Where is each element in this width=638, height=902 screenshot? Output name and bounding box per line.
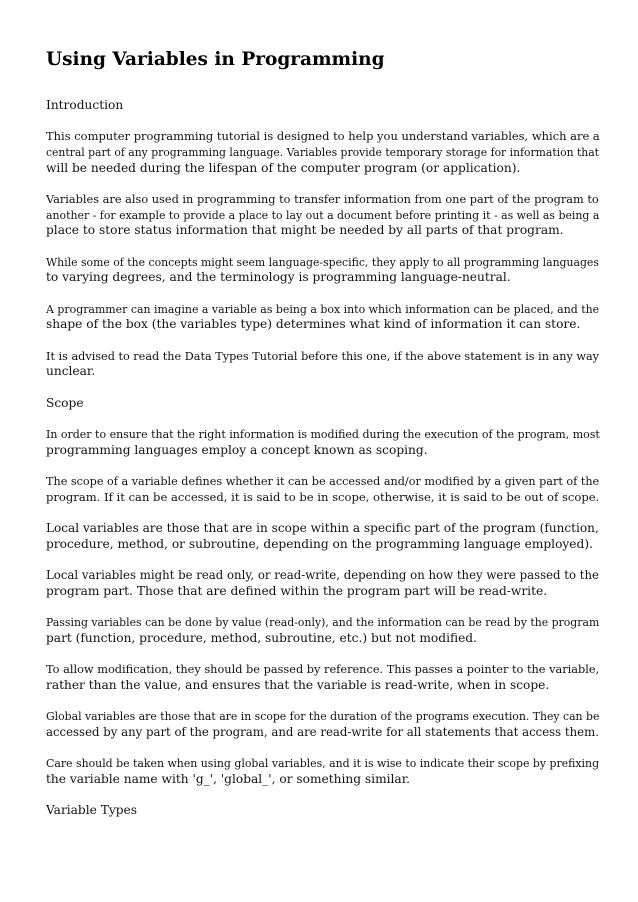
section-heading: Scope [46,395,84,410]
paragraph-line: program. If it can be accessed, it is said to be in scope, otherwise, it is said to be out of scope. [46,489,600,504]
paragraph [46,756,602,787]
paragraph [46,349,602,380]
paragraph-line: Local variables are those that are in scope within a specific part of the program (function, [46,521,599,535]
paragraph-line: will be needed during the lifespan of the computer program (or application). [46,160,521,175]
paragraph-line: shape of the box (the variables type) determines what kind of information it can store. [46,317,581,332]
paragraph-line: Care should be taken when using global variables, and it is wise to indicate their scope by prefixing [46,757,600,770]
paragraph-line: In order to ensure that the right information is modified during the execution of the program, most [46,428,600,441]
paragraph [46,302,602,333]
paragraph-line: rather than the value, and ensures that the variable is read-write, when in scope. [46,677,550,692]
paragraph-line: procedure, method, or subroutine, depending on the programming language employed). [46,536,593,551]
paragraph [46,129,602,176]
paragraph-line: part (function, procedure, method, subroutine, etc.) but not modified. [46,630,477,645]
paragraph-line: another - for example to provide a place to lay out a document before printing it - as well as being a [46,208,600,222]
paragraph-line: programming languages employ a concept known as scoping. [46,442,428,457]
paragraph-line: central part of any programming language. Variables provide temporary storage for information that [46,146,599,159]
paragraph-line: the variable name with 'g_', 'global_', or something similar. [46,771,411,786]
document-body [46,98,602,834]
paragraph-line: Passing variables can be done by value (read-only), and the information can be read by the program [46,616,600,629]
paragraph [46,662,602,693]
paragraph-line: place to store status information that might be needed by all parts of that program. [46,223,564,238]
paragraph-line: Variables are also used in programming to transfer information from one part of the program to [46,192,599,206]
paragraph [46,474,602,505]
paragraph [46,615,602,646]
paragraph [46,568,602,599]
paragraph [46,255,602,286]
paragraph-line: program part. Those that are defined within the program part will be read-write. [46,583,548,598]
paragraph-line: Global variables are those that are in scope for the duration of the programs execution. They can be [46,710,600,723]
document-title: Using Variables in Programming [46,49,385,70]
paragraph-line: to varying degrees, and the terminology is programming language-neutral. [46,270,511,285]
paragraph-line: Local variables might be read only, or read-write, depending on how they were passed to the [46,568,599,582]
paragraph-line: The scope of a variable defines whether it can be accessed and/or modified by a given part of the [46,475,600,488]
paragraph-line: accessed by any part of the program, and are read-write for all statements that access them. [46,724,599,739]
paragraph-line: unclear. [46,364,96,379]
paragraph [46,192,602,239]
paragraph-line: While some of the concepts might seem language-specific, they apply to all programming languages [46,255,599,269]
section-heading: Variable Types [46,803,138,817]
paragraph [46,521,602,552]
section-heading: Introduction [46,98,124,112]
paragraph-line: This computer programming tutorial is designed to help you understand variables, which are a [46,129,600,144]
paragraph [46,427,602,458]
paragraph-line: It is advised to read the Data Types Tutorial before this one, if the above statement is in any way [46,349,600,363]
paragraph [46,709,602,740]
paragraph-line: To allow modification, they should be passed by reference. This passes a pointer to the variable, [46,662,600,676]
paragraph-line: A programmer can imagine a variable as being a box into which information can be placed, and the [46,302,600,316]
